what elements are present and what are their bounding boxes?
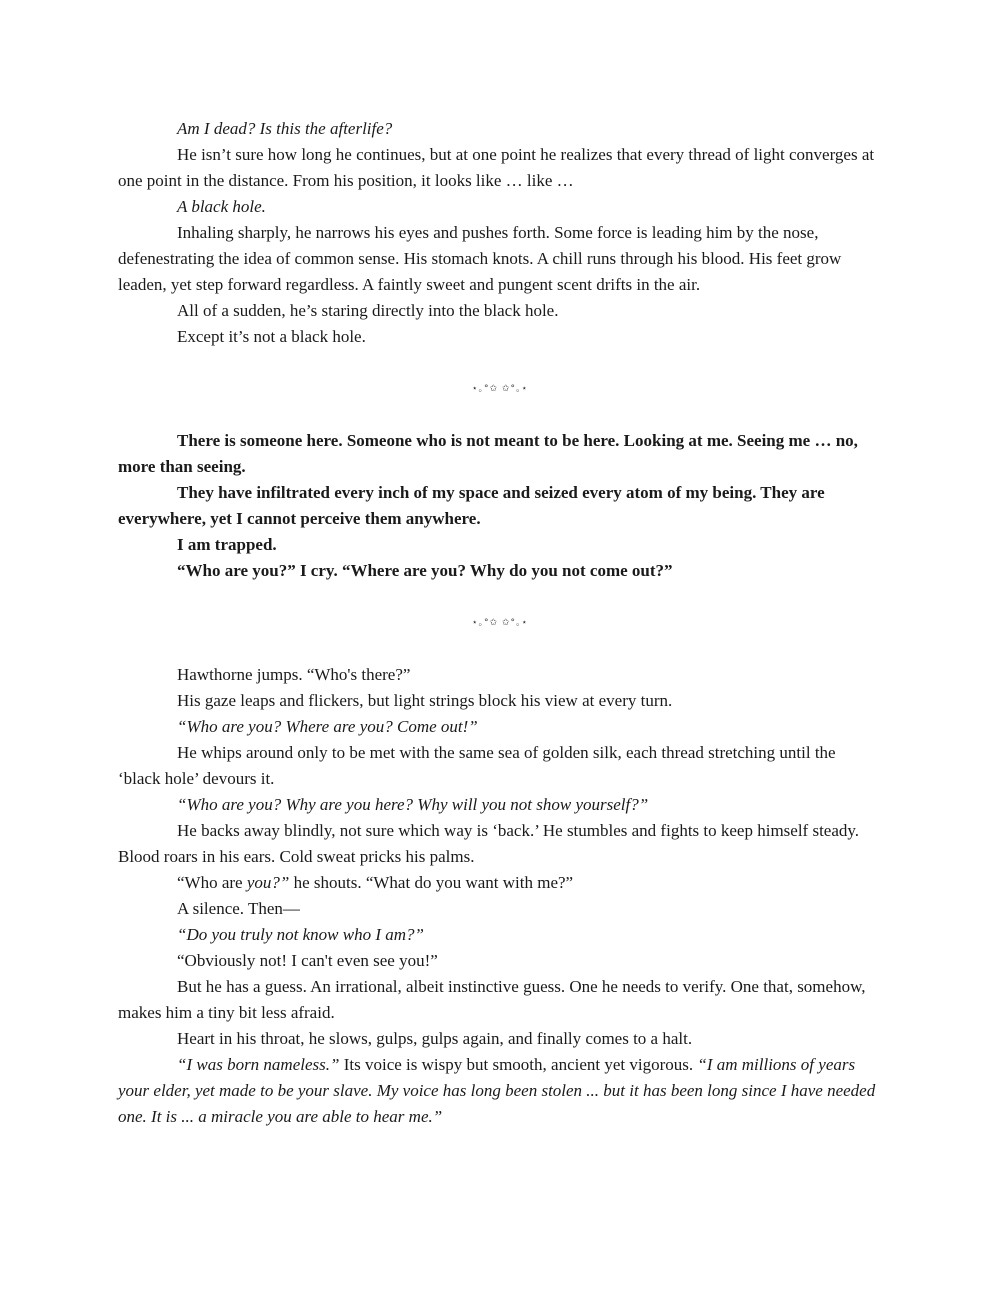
paragraph (118, 1052, 882, 1130)
paragraph: “Obviously not! I can't even see you!” (177, 951, 438, 970)
text-run: he shouts. “What do you want with me?” (289, 873, 574, 892)
paragraph: All of a sudden, he’s staring directly into the black hole. (177, 301, 559, 320)
manuscript-page (118, 116, 882, 1130)
scene-break-separator: ⋆｡°✩ ✩°｡⋆ (471, 384, 529, 394)
paragraph: Am I dead? Is this the afterlife? (177, 119, 393, 138)
paragraph: Except it’s not a black hole. (177, 327, 366, 346)
paragraph: He whips around only to be met with the same sea of golden silk, each thread stretching until the ‘black hole’ devours it. (118, 743, 836, 788)
text-run: “Who are (177, 873, 247, 892)
paragraph (118, 870, 882, 896)
paragraph: “Who are you? Why are you here? Why will you not show yourself?” (177, 795, 649, 814)
paragraph: His gaze leaps and flickers, but light strings block his view at every turn. (177, 691, 673, 710)
paragraph: I am trapped. (177, 535, 277, 554)
text-run-italic: you?” (246, 873, 290, 892)
paragraph: He backs away blindly, not sure which way is ‘back.’ He stumbles and fights to keep himself steady. Blood roars in his ears. Cold sweat pricks his palms. (118, 821, 860, 866)
text-run: Its voice is wispy but smooth, ancient yet vigorous. (339, 1055, 698, 1074)
paragraph: A silence. Then— (177, 899, 300, 918)
paragraph: Hawthorne jumps. “Who's there?” (177, 665, 411, 684)
scene-break-separator: ⋆｡°✩ ✩°｡⋆ (471, 618, 529, 628)
paragraph: He isn’t sure how long he continues, but at one point he realizes that every thread of light converges at one point in the distance. From his position, it looks like … like … (118, 145, 875, 190)
paragraph: Inhaling sharply, he narrows his eyes and pushes forth. Some force is leading him by the nose, defenestrating the idea of common sense. His stomach knots. A chill runs through his blood. His feet grow leaden, yet step forward regardless. A faintly sweet and pungent scent drifts in the air. (118, 223, 842, 294)
text-run-italic: “I was born nameless.” (177, 1055, 340, 1074)
paragraph: They have infiltrated every inch of my space and seized every atom of my being. They are everywhere, yet I cannot perceive them anywhere. (118, 483, 825, 528)
paragraph: Heart in his throat, he slows, gulps, gulps again, and finally comes to a halt. (177, 1029, 693, 1048)
paragraph: “Who are you?” I cry. “Where are you? Why do you not come out?” (177, 561, 673, 580)
paragraph: “Who are you? Where are you? Come out!” (177, 717, 478, 736)
text-run-italic: “I am millions of years your elder, yet made to be your slave. My voice has long been stolen ... but it has been long since I have needed one. It is ... a miracle you are able to hear me.” (118, 1055, 876, 1126)
paragraph: But he has a guess. An irrational, albeit instinctive guess. One he needs to verify. One that, somehow, makes him a tiny bit less afraid. (118, 977, 866, 1022)
paragraph: A black hole. (177, 197, 266, 216)
paragraph: “Do you truly not know who I am?” (177, 925, 424, 944)
paragraph: There is someone here. Someone who is not meant to be here. Looking at me. Seeing me … no, more than seeing. (118, 431, 858, 476)
